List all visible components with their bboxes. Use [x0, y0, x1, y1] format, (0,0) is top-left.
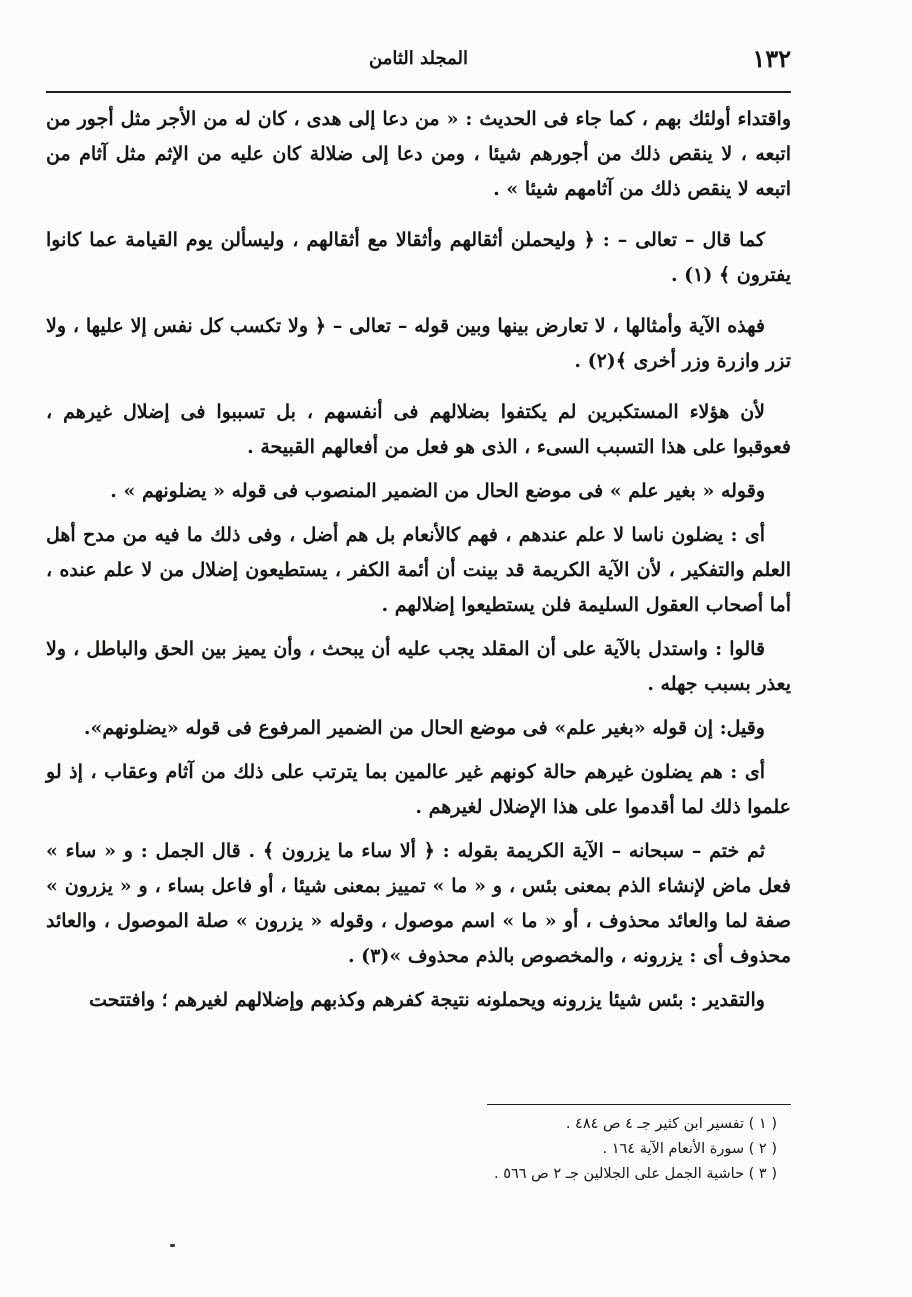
footnote-1: ( ١ ) تفسير ابن كثير جـ ٤ ص ٤٨٤ .: [565, 1116, 777, 1132]
footnote-rule: [487, 1104, 791, 1105]
header-rule: [46, 91, 791, 93]
paragraph-arrogant: لأن هؤلاء المستكبرين لم يكتفوا بضلالهم فى أنفسهم ، بل تسببوا فى إضلال غيرهم ، فعوقبوا على هذا التسبب السىء ، الذى هو فعل من أفعالهم القبيحة .: [46, 401, 791, 458]
paragraph-meaning: أى : هم يضلون غيرهم حالة كونهم غير عالمين بما يترتب على ذلك من آثام وعقاب ، إذ لو علموا ذلك لما أقدموا على هذا الإضلال لغيرهم .: [46, 761, 791, 818]
page-header: [46, 38, 791, 88]
body-text: [46, 102, 791, 1027]
paragraph-verse-burdens: كما قال – تعالى – : ﴿ وليحملن أثقالهم وأثقالا مع أثقالهم ، وليسألن يوم القيامة عما كانوا يفترون ﴾ (١) .: [46, 229, 791, 286]
paragraph-jamal-grammar: ثم ختم – سبحانه – الآية الكريمة بقوله : ﴿ ألا ساء ما يزرون ﴾ . قال الجمل : و « ساء » فعل ماض لإنشاء الذم بمعنى بئس ، و « ما » تمييز بمعنى شيئا ، أو فاعل بساء ، و « يزرون » صفة لما والعائد محذوف ، أو « ما » اسم موصول ، وقوله « يزرون » صلة الموصول ، والعائد محذوف أى : يزرونه ، والمخصوص بالذم محذوف »(٣) .: [46, 840, 791, 967]
footnotes: [46, 1112, 791, 1187]
footnote-3: ( ٣ ) حاشية الجمل على الجلالين جـ ٢ ص ٥٦٦ .: [493, 1166, 777, 1182]
paragraph-estimation: والتقدير : بئس شيئا يزرونه ويحملونه نتيجة كفرهم وكذبهم وإضلالهم لغيرهم ؛ وافتتحت: [89, 989, 765, 1011]
page-number: ١٣٢: [752, 44, 791, 73]
paragraph-without-knowledge: وقوله « بغير علم » فى موضع الحال من الضمير المنصوب فى قوله « يضلونهم » .: [110, 480, 765, 502]
paragraph-imitator: قالوا : واستدل بالآية على أن المقلد يجب عليه أن يبحث ، وأن يميز بين الحق والباطل ، ولا يعذر بسبب جهله .: [46, 638, 791, 695]
paragraph-hadith: واقتداء أولئك بهم ، كما جاء فى الحديث : « من دعا إلى هدى ، كان له من الأجر مثل أجور من اتبعه ، لا ينقص ذلك من أجورهم شيئا ، ومن دعا إلى ضلالة كان عليه من الإثم مثل آثام من اتبعه لا ينقص ذلك من آثامهم شيئا » .: [46, 108, 791, 200]
footnote-2: ( ٢ ) سورة الأنعام الآية ١٦٤ .: [602, 1141, 777, 1157]
paragraph-misguide-ignorant: أى : يضلون ناسا لا علم عندهم ، فهم كالأنعام بل هم أضل ، وفى ذلك ما فيه من مدح أهل العلم والتفكير ، لأن الآية الكريمة قد بينت أن أئمة الكفر ، يستطيعون إضلال من لا علم عنده ، أما أصحاب العقول السليمة فلن يستطيعوا إضلالهم .: [46, 524, 791, 616]
running-title: المجلد الثامن: [369, 48, 468, 69]
paragraph-alternate-view: وقيل: إن قوله «بغير علم» فى موضع الحال من الضمير المرفوع فى قوله «يضلونهم».: [83, 717, 765, 739]
ink-speck: [170, 1244, 175, 1247]
paragraph-no-contradiction: فهذه الآية وأمثالها ، لا تعارض بينها وبين قوله – تعالى – ﴿ ولا تكسب كل نفس إلا عليها ، ولا تزر وازرة وزر أخرى ﴾(٢) .: [46, 315, 791, 372]
